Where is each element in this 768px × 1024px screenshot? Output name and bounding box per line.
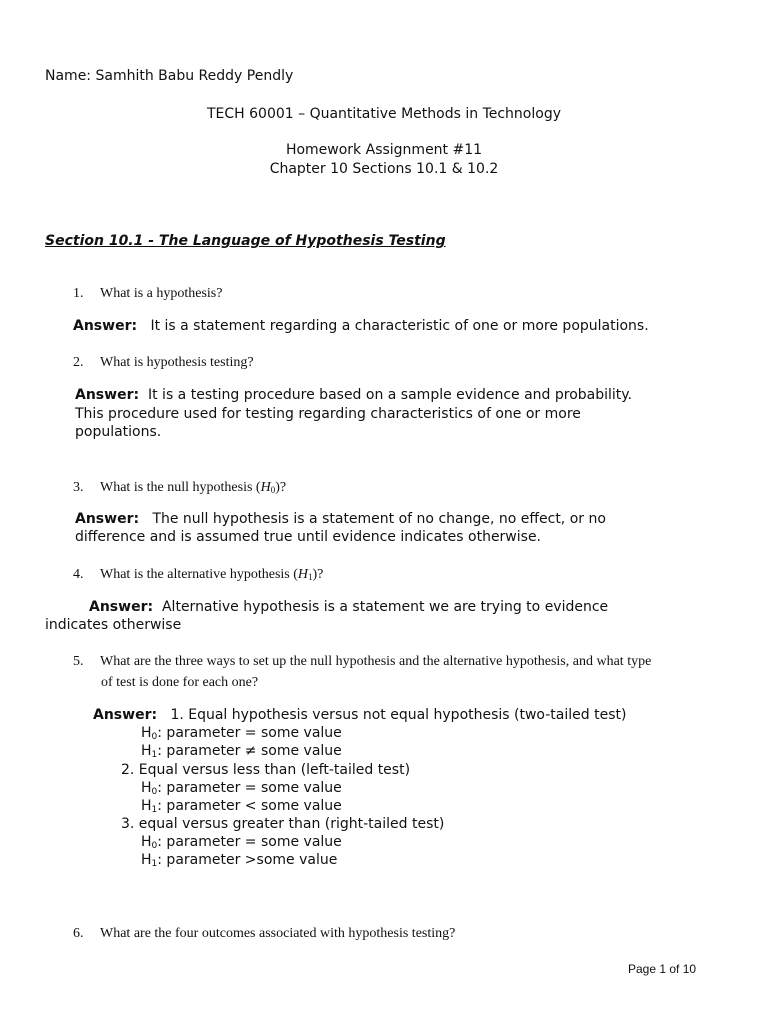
h1-text: : parameter ≠ some value — [157, 743, 342, 759]
h-subscript: 1 — [151, 805, 158, 815]
question-2 — [73, 355, 254, 371]
question-5-line-2: of test is done for each one? — [101, 675, 259, 690]
answer-5 — [93, 707, 626, 723]
answer-label: Answer: — [93, 707, 158, 723]
question-1 — [73, 286, 222, 302]
question-5 — [73, 654, 651, 670]
answer-2 — [75, 387, 632, 403]
option-2-label: 2. Equal versus less than (left-tailed test) — [121, 762, 411, 778]
question-number: 1. — [73, 286, 84, 301]
name-line — [45, 68, 293, 84]
h0-text: : parameter = some value — [157, 725, 342, 741]
question-number: 2. — [73, 355, 84, 370]
answer-2-line-2: This procedure used for testing regarding characteristics of one or more — [75, 406, 581, 422]
question-text: What is hypothesis testing? — [100, 355, 254, 370]
h-subscript: 0 — [151, 841, 158, 851]
section-heading: Section 10.1 - The Language of Hypothesis Testing — [45, 233, 446, 249]
option-1-label: 1. Equal hypothesis versus not equal hypothesis (two-tailed test) — [170, 707, 627, 723]
h-letter: H — [141, 743, 152, 759]
question-number: 6. — [73, 926, 84, 941]
answer-2-line-3: populations. — [75, 424, 162, 440]
answer-1 — [73, 318, 649, 334]
answer-3 — [75, 511, 606, 527]
answer-label: Answer: — [73, 318, 138, 334]
answer-text-line-1: Alternative hypothesis is a statement we are trying to evidence — [161, 599, 609, 615]
question-text: What is a hypothesis? — [100, 286, 223, 301]
question-3 — [73, 480, 286, 496]
option-3-h0 — [141, 834, 342, 851]
option-3-label: 3. equal versus greater than (right-tailed test) — [121, 816, 445, 832]
answer-label: Answer: — [89, 599, 154, 615]
question-text-line-1: What are the three ways to set up the null hypothesis and the alternative hypothesis, and what type — [100, 654, 652, 669]
h-subscript: 0 — [270, 485, 276, 495]
option-2-h1 — [141, 798, 342, 815]
option-1-h1 — [141, 743, 342, 760]
answer-4 — [89, 599, 608, 615]
course-title: TECH 60001 – Quantitative Methods in Technology — [207, 106, 561, 122]
name-label: Name: — [45, 68, 92, 84]
h-subscript: 0 — [151, 732, 158, 742]
answer-label: Answer: — [75, 387, 140, 403]
h-subscript: 0 — [151, 787, 158, 797]
option-1-h0 — [141, 725, 342, 742]
h-subscript: 1 — [151, 750, 158, 760]
h-letter: H — [141, 780, 152, 796]
h1-text: : parameter < some value — [157, 798, 342, 814]
option-3-h1 — [141, 852, 337, 869]
question-text-end: )? — [275, 480, 287, 495]
question-text: What is the null hypothesis ( — [100, 480, 261, 495]
question-text-end: )? — [312, 567, 324, 582]
h-symbol: H — [260, 480, 271, 495]
answer-3-line-2: difference and is assumed true until evidence indicates otherwise. — [75, 529, 542, 545]
option-2-h0 — [141, 780, 342, 797]
question-4 — [73, 567, 323, 583]
h0-text: : parameter = some value — [157, 780, 342, 796]
question-number: 4. — [73, 567, 84, 582]
question-text: What is the alternative hypothesis ( — [100, 567, 298, 582]
chapter-title: Chapter 10 Sections 10.1 & 10.2 — [269, 161, 499, 177]
answer-text-line-1: The null hypothesis is a statement of no change, no effect, or no — [152, 511, 606, 527]
question-number: 3. — [73, 480, 84, 495]
answer-label: Answer: — [75, 511, 140, 527]
page-number: Page 1 of 10 — [628, 962, 697, 976]
h1-text: : parameter >some value — [157, 852, 338, 868]
answer-text-line-1: It is a testing procedure based on a sample evidence and probability. — [147, 387, 633, 403]
answer-4-line-2: indicates otherwise — [45, 617, 182, 633]
answer-text: It is a statement regarding a characteristic of one or more populations. — [150, 318, 649, 334]
h-letter: H — [141, 725, 152, 741]
h-subscript: 1 — [151, 859, 158, 869]
student-name: Samhith Babu Reddy Pendly — [95, 68, 294, 84]
question-text: What are the four outcomes associated with hypothesis testing? — [100, 926, 456, 941]
h-subscript: 1 — [308, 572, 313, 582]
h-letter: H — [141, 852, 152, 868]
h-letter: H — [141, 798, 152, 814]
question-number: 5. — [73, 654, 84, 669]
h0-text: : parameter = some value — [157, 834, 342, 850]
question-6 — [73, 926, 455, 942]
h-letter: H — [141, 834, 152, 850]
h-symbol: H — [297, 567, 309, 582]
assignment-title: Homework Assignment #11 — [285, 142, 483, 158]
